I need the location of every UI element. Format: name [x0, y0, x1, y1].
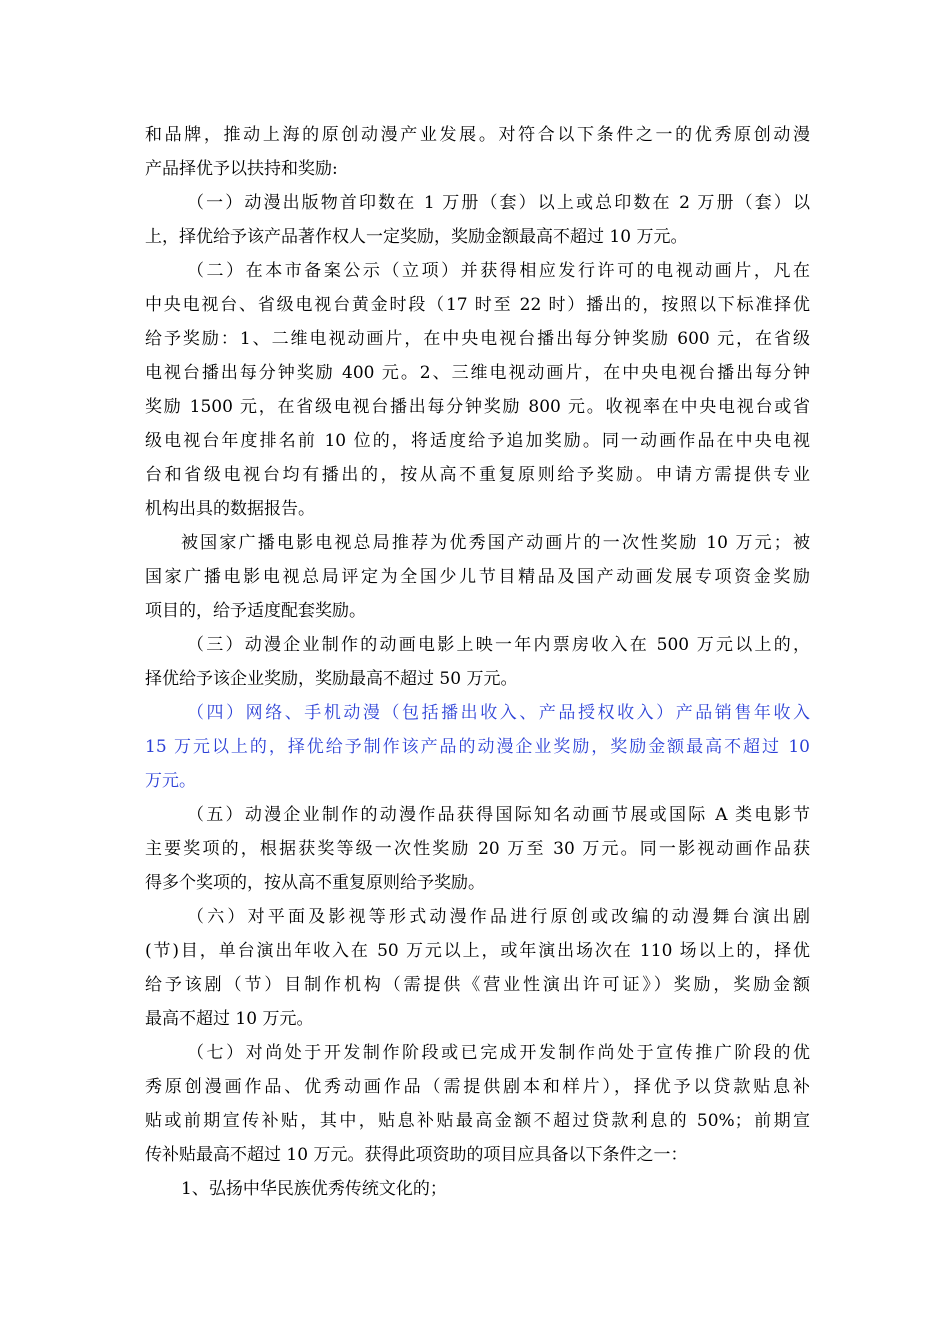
text-line: 万元。 [145, 771, 196, 791]
text-line: （三）动漫企业制作的动画电影上映一年内票房收入在 500 万元以上的， [187, 635, 810, 655]
text-line: 奖励 1500 元，在省级电视台播出每分钟奖励 800 元。收视率在中央电视台或省 [145, 397, 810, 417]
text-line: 中央电视台、省级电视台黄金时段（17 时至 22 时）播出的，按照以下标准择优 [145, 295, 810, 315]
paragraph-condition-1 [145, 1172, 810, 1206]
text-line: 主要奖项的，根据获奖等级一次性奖励 20 万至 30 万元。同一影视动画作品获 [145, 839, 810, 859]
paragraph-item-4-highlighted [145, 696, 810, 798]
text-line: 产品择优予以扶持和奖励: [145, 159, 338, 179]
text-line: 传补贴最高不超过 10 万元。获得此项资助的项目应具备以下条件之一： [145, 1145, 688, 1165]
text-line: 贴或前期宣传补贴，其中，贴息补贴最高金额不超过贷款利息的 50%；前期宣 [145, 1111, 810, 1131]
text-line: 台和省级电视台均有播出的，按从高不重复原则给予奖励。申请方需提供专业 [145, 465, 810, 485]
document-body [145, 118, 810, 1206]
paragraph-recommendation [145, 526, 810, 628]
text-line: 15 万元以上的，择优给予制作该产品的动漫企业奖励，奖励金额最高不超过 10 [145, 737, 810, 757]
text-line: 级电视台年度排名前 10 位的，将适度给予追加奖励。同一动画作品在中央电视 [145, 431, 810, 451]
text-line: （二）在本市备案公示（立项）并获得相应发行许可的电视动画片，凡在 [187, 261, 810, 281]
text-line: 秀原创漫画作品、优秀动画作品（需提供剧本和样片），择优予以贷款贴息补 [145, 1077, 810, 1097]
text-line: 最高不超过 10 万元。 [145, 1009, 314, 1029]
text-line: 给予该剧（节）目制作机构（需提供《营业性演出许可证》）奖励，奖励金额 [145, 975, 810, 995]
paragraph-item-1 [145, 186, 810, 254]
paragraph-item-7 [145, 1036, 810, 1172]
text-line: 电视台播出每分钟奖励 400 元。2、三维电视动画片，在中央电视台播出每分钟 [145, 363, 810, 383]
text-line: 得多个奖项的，按从高不重复原则给予奖励。 [145, 873, 485, 893]
text-line: 给予奖励：1、二维电视动画片，在中央电视台播出每分钟奖励 600 元，在省级 [145, 329, 810, 349]
text-line: 被国家广播电影电视总局推荐为优秀国产动画片的一次性奖励 10 万元；被 [181, 533, 810, 553]
paragraph-item-3 [145, 628, 810, 696]
text-line: （五）动漫企业制作的动漫作品获得国际知名动画节展或国际 A 类电影节 [187, 805, 810, 825]
text-line: 和品牌，推动上海的原创动漫产业发展。对符合以下条件之一的优秀原创动漫 [145, 125, 810, 145]
text-line: 上，择优给予该产品著作权人一定奖励，奖励金额最高不超过 10 万元。 [145, 227, 688, 247]
text-line: （四）网络、手机动漫（包括播出收入、产品授权收入）产品销售年收入 [187, 703, 810, 723]
text-line: 国家广播电影电视总局评定为全国少儿节目精品及国产动画发展专项资金奖励 [145, 567, 810, 587]
text-line: （一）动漫出版物首印数在 1 万册（套）以上或总印数在 2 万册（套）以 [187, 193, 810, 213]
text-line: 1、弘扬中华民族优秀传统文化的； [181, 1179, 447, 1199]
text-line: 机构出具的数据报告。 [145, 499, 315, 519]
paragraph-item-2 [145, 254, 810, 526]
paragraph-item-5 [145, 798, 810, 900]
text-line: (节)目，单台演出年收入在 50 万元以上，或年演出场次在 110 场以上的，择优 [145, 941, 810, 961]
text-line: 择优给予该企业奖励，奖励最高不超过 50 万元。 [145, 669, 518, 689]
paragraph-intro [145, 118, 810, 186]
paragraph-item-6 [145, 900, 810, 1036]
text-line: （六）对平面及影视等形式动漫作品进行原创或改编的动漫舞台演出剧 [187, 907, 810, 927]
text-line: 项目的，给予适度配套奖励。 [145, 601, 366, 621]
text-line: （七）对尚处于开发制作阶段或已完成开发制作尚处于宣传推广阶段的优 [187, 1043, 810, 1063]
